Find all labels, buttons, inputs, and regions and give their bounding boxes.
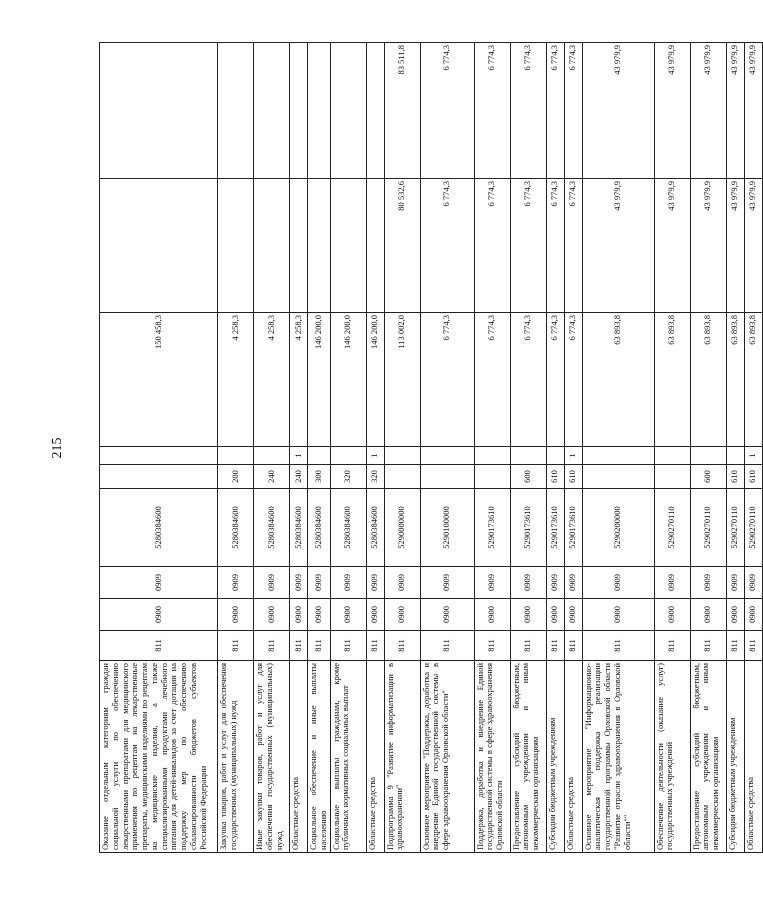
table-row [308,43,331,853]
budget-table-body [100,43,763,853]
row-rz: 0900 [366,599,384,631]
row-csr: 5290173610 [510,489,546,567]
row-vr [582,465,654,489]
row-dk: 1 [290,447,308,465]
table-row [564,43,582,853]
row-csr: 5290173610 [564,489,582,567]
table-row [366,43,384,853]
table-row [218,43,254,853]
row-pr: 0909 [290,567,308,599]
table-row [384,43,420,853]
row-rz: 0900 [254,599,290,631]
row-vr [420,465,474,489]
row-csr: 5290000000 [384,489,420,567]
row-name: Закупка товаров, работ и услуг для обеспечения государственных (муниципальных) нужд [218,661,254,853]
row-amount-2021: 6 774,3 [474,43,510,179]
row-ved: 811 [290,631,308,661]
row-rz: 0900 [420,599,474,631]
row-pr: 0909 [564,567,582,599]
table-row [546,43,564,853]
row-pr: 0909 [330,567,366,599]
row-pr: 0909 [366,567,384,599]
row-rz: 0900 [582,599,654,631]
row-dk [474,447,510,465]
row-ved: 811 [420,631,474,661]
row-vr [384,465,420,489]
row-csr: 5290173610 [474,489,510,567]
row-csr: 5290270110 [726,489,744,567]
row-ved: 811 [218,631,254,661]
row-csr: 5280384600 [366,489,384,567]
row-amount-2020 [100,179,218,313]
row-amount-2021 [330,43,366,179]
row-amount-2019: 6 774,3 [420,313,474,447]
table-row [726,43,744,853]
row-rz: 0900 [564,599,582,631]
row-pr: 0909 [582,567,654,599]
row-amount-2020: 43 979,9 [690,179,726,313]
row-dk [330,447,366,465]
row-pr: 0909 [218,567,254,599]
row-name: Социальное обеспечение и иные выплаты населению [308,661,331,853]
row-amount-2021: 43 979,9 [582,43,654,179]
row-dk: 1 [744,447,762,465]
row-pr: 0909 [744,567,762,599]
row-amount-2020 [218,179,254,313]
row-rz: 0900 [308,599,331,631]
row-dk [654,447,690,465]
row-name: Оказание отдельным категориям граждан социальной услуги по обеспечению лекарственными препаратами для медицинского применения по рецептам на лекарственные препараты, медицинскими изделиями по рецептам на медицинские изделия, а также специализированными продуктами лечебного питания для детей-инвалидов за счет дотации на поддержку мер по обеспечению сбалансированности бюджетов субъектов Российской Федерации [100,661,218,853]
row-amount-2020 [308,179,331,313]
row-csr: 5280384600 [218,489,254,567]
row-pr: 0909 [384,567,420,599]
row-name: Подпрограмма 9 "Развитие информатизации в здравоохранении" [384,661,420,853]
row-csr: 5280384600 [100,489,218,567]
row-amount-2019: 6 774,3 [474,313,510,447]
row-rz: 0900 [474,599,510,631]
row-amount-2019: 146 200,0 [330,313,366,447]
row-amount-2019: 4 258,3 [218,313,254,447]
row-vr: 610 [744,465,762,489]
row-amount-2020 [254,179,290,313]
row-amount-2019: 63 893,8 [582,313,654,447]
row-ved: 811 [546,631,564,661]
row-csr: 5280384600 [330,489,366,567]
row-amount-2021: 43 979,9 [726,43,744,179]
row-vr: 240 [290,465,308,489]
row-amount-2019: 4 258,3 [254,313,290,447]
budget-table [99,42,763,853]
row-rz: 0900 [690,599,726,631]
row-vr: 240 [254,465,290,489]
row-csr: 5280384600 [290,489,308,567]
row-dk [218,447,254,465]
row-ved: 811 [366,631,384,661]
row-name: Поддержка, доработка и внедрение Единой государственной системы в сфере здравоохранения Орловской области [474,661,510,853]
row-amount-2021: 6 774,3 [546,43,564,179]
table-row [100,43,218,853]
table-row [474,43,510,853]
row-dk [420,447,474,465]
row-vr: 600 [510,465,546,489]
table-row [254,43,290,853]
row-rz: 0900 [100,599,218,631]
row-dk [726,447,744,465]
row-csr: 5290270110 [654,489,690,567]
table-row [582,43,654,853]
row-dk [308,447,331,465]
row-ved: 811 [308,631,331,661]
row-amount-2019: 6 774,3 [564,313,582,447]
row-dk [254,447,290,465]
table-row [510,43,546,853]
row-amount-2020: 43 979,9 [582,179,654,313]
row-amount-2021 [366,43,384,179]
row-ved: 811 [254,631,290,661]
row-pr: 0909 [254,567,290,599]
page-number: 215 [50,437,65,459]
row-pr: 0909 [726,567,744,599]
table-row [654,43,690,853]
row-pr: 0909 [690,567,726,599]
row-rz: 0900 [654,599,690,631]
row-name: Областные средства [366,661,384,853]
row-name: Основное мероприятие "Поддержка, доработка и внедрение Единой государственной системы в сфере здравоохранения Орловской области" [420,661,474,853]
row-csr: 5290270110 [690,489,726,567]
row-ved: 811 [474,631,510,661]
row-dk [384,447,420,465]
row-csr: 5290270110 [744,489,762,567]
row-amount-2020: 80 532,6 [384,179,420,313]
row-amount-2019: 6 774,3 [546,313,564,447]
row-amount-2021 [290,43,308,179]
row-vr [474,465,510,489]
row-name: Обеспечение деятельности (оказание услуг) государственных учреждений [654,661,690,853]
row-rz: 0900 [510,599,546,631]
row-vr: 200 [218,465,254,489]
row-rz: 0900 [330,599,366,631]
row-name: Предоставление субсидий бюджетным, автономным учреждениям и иным некоммерческим организациям [510,661,546,853]
row-name: Областные средства [290,661,308,853]
row-rz: 0900 [218,599,254,631]
row-amount-2019: 150 458,3 [100,313,218,447]
row-vr: 300 [308,465,331,489]
row-vr: 610 [564,465,582,489]
row-pr: 0909 [308,567,331,599]
row-pr: 0909 [100,567,218,599]
row-amount-2020 [366,179,384,313]
row-dk [690,447,726,465]
row-amount-2021 [100,43,218,179]
row-amount-2021 [308,43,331,179]
row-vr: 320 [366,465,384,489]
row-rz: 0900 [726,599,744,631]
row-amount-2020: 6 774,3 [546,179,564,313]
row-name: Социальные выплаты гражданам, кроме публичных нормативных социальных выплат [330,661,366,853]
budget-table-container [99,43,758,853]
row-name: Предоставление субсидий бюджетным, автономным учреждениям и иным некоммерческим организациям [690,661,726,853]
row-amount-2019: 113 002,0 [384,313,420,447]
row-csr: 5290100000 [420,489,474,567]
row-dk [100,447,218,465]
row-vr: 600 [690,465,726,489]
row-amount-2020: 6 774,3 [510,179,546,313]
row-pr: 0909 [510,567,546,599]
row-amount-2019: 63 893,8 [690,313,726,447]
row-vr: 610 [726,465,744,489]
table-row [744,43,762,853]
row-ved: 811 [726,631,744,661]
row-amount-2020 [290,179,308,313]
row-rz: 0900 [744,599,762,631]
row-amount-2019: 146 200,0 [308,313,331,447]
row-ved: 811 [384,631,420,661]
row-ved: 811 [690,631,726,661]
row-amount-2019: 146 200,0 [366,313,384,447]
row-ved: 811 [744,631,762,661]
row-amount-2021: 6 774,3 [510,43,546,179]
row-rz: 0900 [384,599,420,631]
row-amount-2021: 83 511,8 [384,43,420,179]
row-csr: 5290200000 [582,489,654,567]
row-amount-2020: 43 979,9 [744,179,762,313]
row-name: Основное мероприятие "Информационно-аналитическая поддержка реализации государственной программы Орловской области "Развитие отрасли здравоохранения в Орловской области"" [582,661,654,853]
row-vr [654,465,690,489]
row-amount-2019: 6 774,3 [510,313,546,447]
row-ved: 811 [100,631,218,661]
row-dk [582,447,654,465]
row-ved: 811 [510,631,546,661]
row-vr [100,465,218,489]
row-amount-2020 [330,179,366,313]
row-amount-2021: 6 774,3 [564,43,582,179]
table-row [690,43,726,853]
table-row [420,43,474,853]
row-rz: 0900 [290,599,308,631]
row-amount-2020: 43 979,9 [654,179,690,313]
row-ved: 811 [330,631,366,661]
row-amount-2020: 43 979,9 [726,179,744,313]
row-ved: 811 [582,631,654,661]
row-ved: 811 [564,631,582,661]
row-name: Областные средства [744,661,762,853]
row-pr: 0909 [474,567,510,599]
row-amount-2019: 4 258,3 [290,313,308,447]
row-amount-2021: 43 979,9 [744,43,762,179]
row-csr: 5280384600 [254,489,290,567]
row-pr: 0909 [420,567,474,599]
table-row [290,43,308,853]
row-amount-2019: 63 893,8 [726,313,744,447]
row-amount-2019: 63 893,8 [654,313,690,447]
row-rz: 0900 [546,599,564,631]
row-dk: 1 [366,447,384,465]
table-row [330,43,366,853]
row-amount-2019: 63 893,8 [744,313,762,447]
row-dk [546,447,564,465]
row-amount-2020: 6 774,3 [474,179,510,313]
row-name: Иные закупки товаров, работ и услуг для обеспечения государственных (муниципальных) нужд [254,661,290,853]
row-amount-2020: 6 774,3 [420,179,474,313]
row-amount-2021 [254,43,290,179]
row-csr: 5280384600 [308,489,331,567]
row-vr: 320 [330,465,366,489]
row-dk: 1 [564,447,582,465]
row-vr: 610 [546,465,564,489]
row-dk [510,447,546,465]
row-pr: 0909 [654,567,690,599]
row-amount-2021: 43 979,9 [654,43,690,179]
row-amount-2020: 6 774,3 [564,179,582,313]
row-ved: 811 [654,631,690,661]
row-name: Субсидии бюджетным учреждениям [546,661,564,853]
row-name: Субсидии бюджетным учреждениям [726,661,744,853]
row-amount-2021 [218,43,254,179]
row-name: Областные средства [564,661,582,853]
row-pr: 0909 [546,567,564,599]
row-amount-2021: 43 979,9 [690,43,726,179]
row-csr: 5290173610 [546,489,564,567]
row-amount-2021: 6 774,3 [420,43,474,179]
